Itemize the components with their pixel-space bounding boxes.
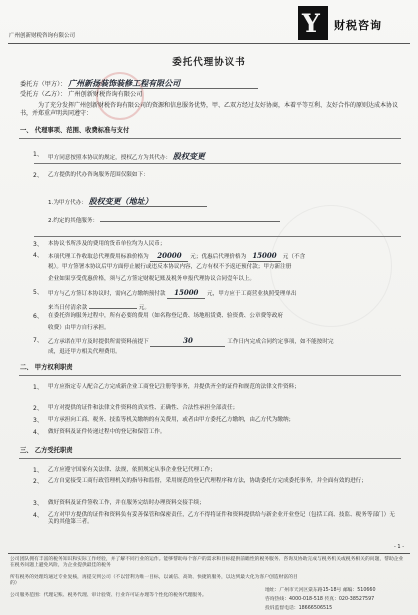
footer-line-2: 所有税务的处理均通过专业复核，再提交到公司（不以营利为唯一目标，以诚信、高效、快捷的服务，以达到最大化为客户创造财富的目的） — [10, 575, 298, 586]
s3-item-2-number: 2、 — [33, 478, 43, 485]
s2-item-2-number: 2、 — [33, 405, 43, 412]
item-5-label-b: 元，甲方应于工商营业执照受理单出 — [207, 291, 297, 297]
s3-item-3-number: 3、 — [33, 500, 43, 507]
item-2-1-row — [48, 196, 298, 207]
item-7-line2: 成，退还甲方相关代理费用。 — [48, 349, 121, 355]
item-1-number: 1、 — [33, 151, 43, 158]
footer-line-1: 公司团队拥有丰富的税务知识和实际工作经验，并了解不同行业的运作。能够帮助每个客户的需求和目标提供前瞻性的税务服务、咨询及协助完成与税务机关或税务相关的问题，帮助企业在税务问题上避免风险，为企业提供最佳的税务 — [10, 557, 404, 568]
item-5-prepay: 15000 — [167, 289, 205, 299]
s3-item-1-number: 1、 — [33, 467, 43, 474]
item-5-label-d: 元。 — [138, 305, 150, 311]
party-b-label: 受托方（乙方）： — [20, 91, 67, 98]
item-5-label-c: 来当日付清余款 — [48, 305, 88, 311]
page-number: - 1 - — [394, 544, 404, 550]
item-6-line2: 收费）由甲方自行承担。 — [48, 325, 110, 331]
item-2-2-blank — [100, 214, 280, 222]
item-5-line1 — [48, 289, 398, 299]
item-5-line2 — [48, 301, 150, 312]
footer-email: 投诉监督电话：18666506515 — [265, 606, 333, 611]
item-7-days: 30 — [150, 337, 225, 347]
party-a-name: 广州新扬装饰装修工程有限公司 — [68, 78, 258, 89]
item-4-price: 20000 — [150, 252, 188, 262]
item-3-text: 本协议书所涉及的费用的货币单位均为人民币； — [48, 241, 166, 247]
intro-paragraph: 为了充分发挥广州创新财税咨询有限公司的资源和信息服务优势，甲、乙双方经过友好协商，本着平等互利、友好合作的原则达成本协议书，并郑重声明共同遵守： — [20, 102, 399, 117]
s2-item-2-text: 甲方对提供的证件和法律文件资料的真实性、正确性、合法性承担全部责任； — [48, 405, 239, 411]
item-4-label-c: 元（不含 — [282, 254, 306, 260]
item-6-line1: 在委托咨询服务过程中，所有必要的费用（如名称登记费、场地租赁费、验资费、公章费等政府 — [48, 313, 283, 319]
footer-divider — [8, 553, 410, 554]
item-2-rule — [34, 236, 401, 237]
party-a-label: 委托方（甲方）： — [20, 81, 67, 88]
section-1-title: 一、 代理事项、范围、收费标准与支付 — [20, 127, 130, 134]
footer-address: 地址：广州市天河区棠东路15-18号 邮编：510660 — [265, 588, 376, 593]
s3-item-3-text: 做好资料及证件签收工作，并在服务完结时办理资料交接手续； — [48, 500, 205, 506]
item-1-row — [48, 151, 398, 162]
section-2-rule — [19, 375, 401, 376]
s2-item-4-text: 做好资料及证件传递过程中的登记和保管工作。 — [48, 429, 166, 435]
s3-item-1-text: 乙方应遵守国家有关法律、法规，依照规定从事企业登记代理工作； — [48, 467, 216, 473]
party-b-row — [20, 91, 142, 99]
section-2-title: 二、 甲方权利职责 — [20, 364, 73, 371]
page-title: 委托代理协议书 — [172, 57, 246, 68]
item-4-label-a: 本项代理工作收取总代理费用标准价格为 — [48, 254, 149, 260]
logo-mark — [298, 6, 328, 40]
item-7-number: 7、 — [33, 337, 43, 344]
item-5-label-a: 甲方与乙方签订本协议时，需向乙方缴纳预付款 — [48, 291, 166, 297]
item-5-balance-blank — [89, 301, 137, 309]
s2-item-1-number: 1、 — [33, 384, 43, 391]
s3-item-4-number: 4、 — [33, 512, 43, 519]
section-3-title: 三、 乙方受托职责 — [20, 447, 73, 454]
item-4-label-b: 元；优惠后代理价格为 — [190, 254, 247, 260]
item-2-2-row — [48, 214, 280, 225]
item-7-line1 — [48, 337, 400, 347]
item-4-line3: 企业如果享受优惠价格，须与乙方签定财税记账及税务申报代理协议合同壹年以上。 — [48, 276, 255, 282]
party-a-row — [20, 78, 405, 89]
header-company-name: 广州创新财税咨询有限公司 — [9, 33, 76, 39]
item-2-text: 乙方提供的代办咨询服务范围仅限如下： — [48, 172, 149, 178]
item-2-2-text: 2.约定的其他服务： — [48, 218, 99, 224]
logo-letter-y: Y — [302, 9, 320, 38]
item-1-handwritten: 股权变更 — [172, 151, 205, 161]
footer-phone: 咨询热线：4000-018-518 传真：020-38527597 — [265, 597, 375, 602]
section-1-rule — [19, 138, 401, 139]
s2-item-1-text: 甲方应指定专人配合乙方完成新企业工商登记注册等事务，并提供齐全的证件和规范的法律文件资料； — [48, 384, 300, 390]
item-6-number: 6、 — [33, 313, 43, 320]
item-4-line1 — [48, 252, 398, 262]
party-b-name: 广州创新财税咨询有限公司 — [68, 91, 143, 98]
item-2-1-text: 1.为甲方代办： — [48, 200, 87, 206]
footer-line-3: 公司服务范围：代理记账、税务代理、审计验资、行业许可证办理等个性化的税务代理服务。 — [10, 593, 207, 598]
company-logo — [298, 6, 410, 40]
s3-item-2-text: 乙方自觉接受工商行政管理机关的指导和监督，采用规范的登记代理程序和方法，协助委托方完成委托事务，并全面有效的进行； — [48, 478, 367, 484]
item-7-label-a: 乙方承诺在甲方及时提供所需资料前提下 — [48, 339, 149, 345]
s3-item-4-text: 乙方对甲方提供的证件和资料负有妥善保管和保密责任，乙方不得将证件和资料提供给与新企业开业登记（包括工商、技监、税务等部门）无关的其他第三者。 — [48, 512, 395, 525]
item-2-1-handwritten: 股权变更（地址） — [89, 196, 207, 207]
item-1-rule — [34, 163, 401, 164]
s2-item-3-number: 3、 — [33, 417, 43, 424]
header-divider — [8, 43, 410, 44]
item-7-label-b: 工作日内完成合同约定事项，如不能按时完 — [227, 339, 334, 345]
s2-item-3-text: 甲方承担向工商、税务、技监等机关缴纳的有关费用，或者由甲方委托乙方缴纳，由乙方代为缴纳； — [48, 417, 295, 423]
section-3-rule — [19, 458, 401, 459]
item-3-number: 3、 — [33, 241, 43, 248]
item-5-number: 5、 — [33, 289, 43, 296]
item-4-discount-price: 15000 — [248, 252, 281, 262]
logo-title: 财税咨询 — [334, 19, 382, 32]
item-1-text: 甲方同意按照本协议的规定，授权乙方为其代办： — [48, 155, 172, 161]
item-2-number: 2、 — [33, 172, 43, 179]
item-4-number: 4、 — [33, 252, 43, 259]
s2-item-4-number: 4、 — [33, 429, 43, 436]
item-4-line2: 税）。甲方签署本协议后甲方面停止履行或违反本协议内容，乙方有权不予返还预付款；甲方新注册 — [48, 264, 292, 270]
